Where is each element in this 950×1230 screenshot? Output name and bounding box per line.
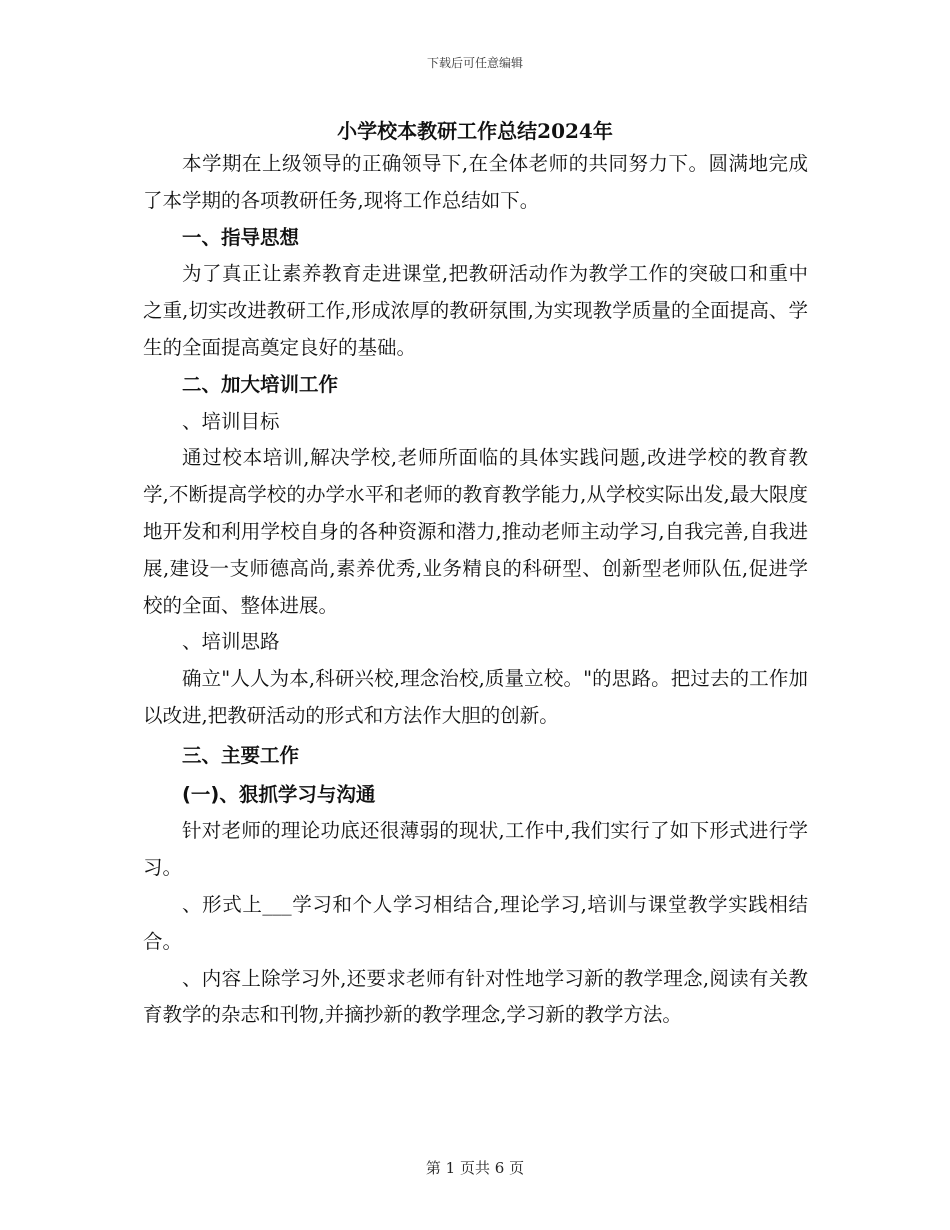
section-heading-guiding-thought: 一、指导思想	[182, 225, 300, 249]
section-heading-training: 二、加大培训工作	[182, 372, 339, 396]
page-indicator: 第 1 页共 6 页	[425, 1159, 525, 1177]
subsection-heading-study: (一)、狠抓学习与沟通	[182, 782, 376, 806]
subheading-training-goal: 、培训目标	[182, 409, 280, 433]
paragraph: 确立"人人为本,科研兴校,理念治校,质量立校。"的思路。把过去的工作加以改进,把教研活动的形式和方法作大胆的创新。	[143, 667, 808, 727]
subheading-training-approach: 、培训思路	[182, 630, 280, 654]
paragraph: 针对老师的理论功底还很薄弱的现状,工作中,我们实行了如下形式进行学习。	[143, 819, 808, 880]
paragraph: 、形式上___学习和个人学习相结合,理论学习,培训与课堂教学实践相结合。	[143, 892, 808, 953]
section-heading-main-work: 三、主要工作	[182, 743, 300, 767]
paragraph: 为了真正让素养教育走进课堂,把教研活动作为教学工作的突破口和重中之重,切实改进教研工作,形成浓厚的教研氛围,为实现教学质量的全面提高、学生的全面提高奠定良好的基础。	[143, 262, 808, 359]
header-note: 下载后可任意编辑	[426, 56, 523, 70]
paragraph: 通过校本培训,解决学校,老师所面临的具体实践问题,改进学校的教育教学,不断提高学校的办学水平和老师的教育教学能力,从学校实际出发,最大限度地开发和利用学校自身的各种资源和潜力,推动老师主动学习,自我完善,自我进展,建设一支师德高尚,素养优秀,业务精良的科研型、创新型老师队伍,促进学校的全面、整体进展。	[143, 446, 808, 617]
document-title: 小学校本教研工作总结2024年	[337, 119, 613, 143]
document-body	[143, 146, 808, 1034]
intro-paragraph: 本学期在上级领导的正确领导下,在全体老师的共同努力下。圆满地完成了本学期的各项教研任务,现将工作总结如下。	[143, 152, 808, 212]
paragraph: 、内容上除学习外,还要求老师有针对性地学习新的教学理念,阅读有关教育教学的杂志和刊物,并摘抄新的教学理念,学习新的教学方法。	[143, 966, 808, 1027]
